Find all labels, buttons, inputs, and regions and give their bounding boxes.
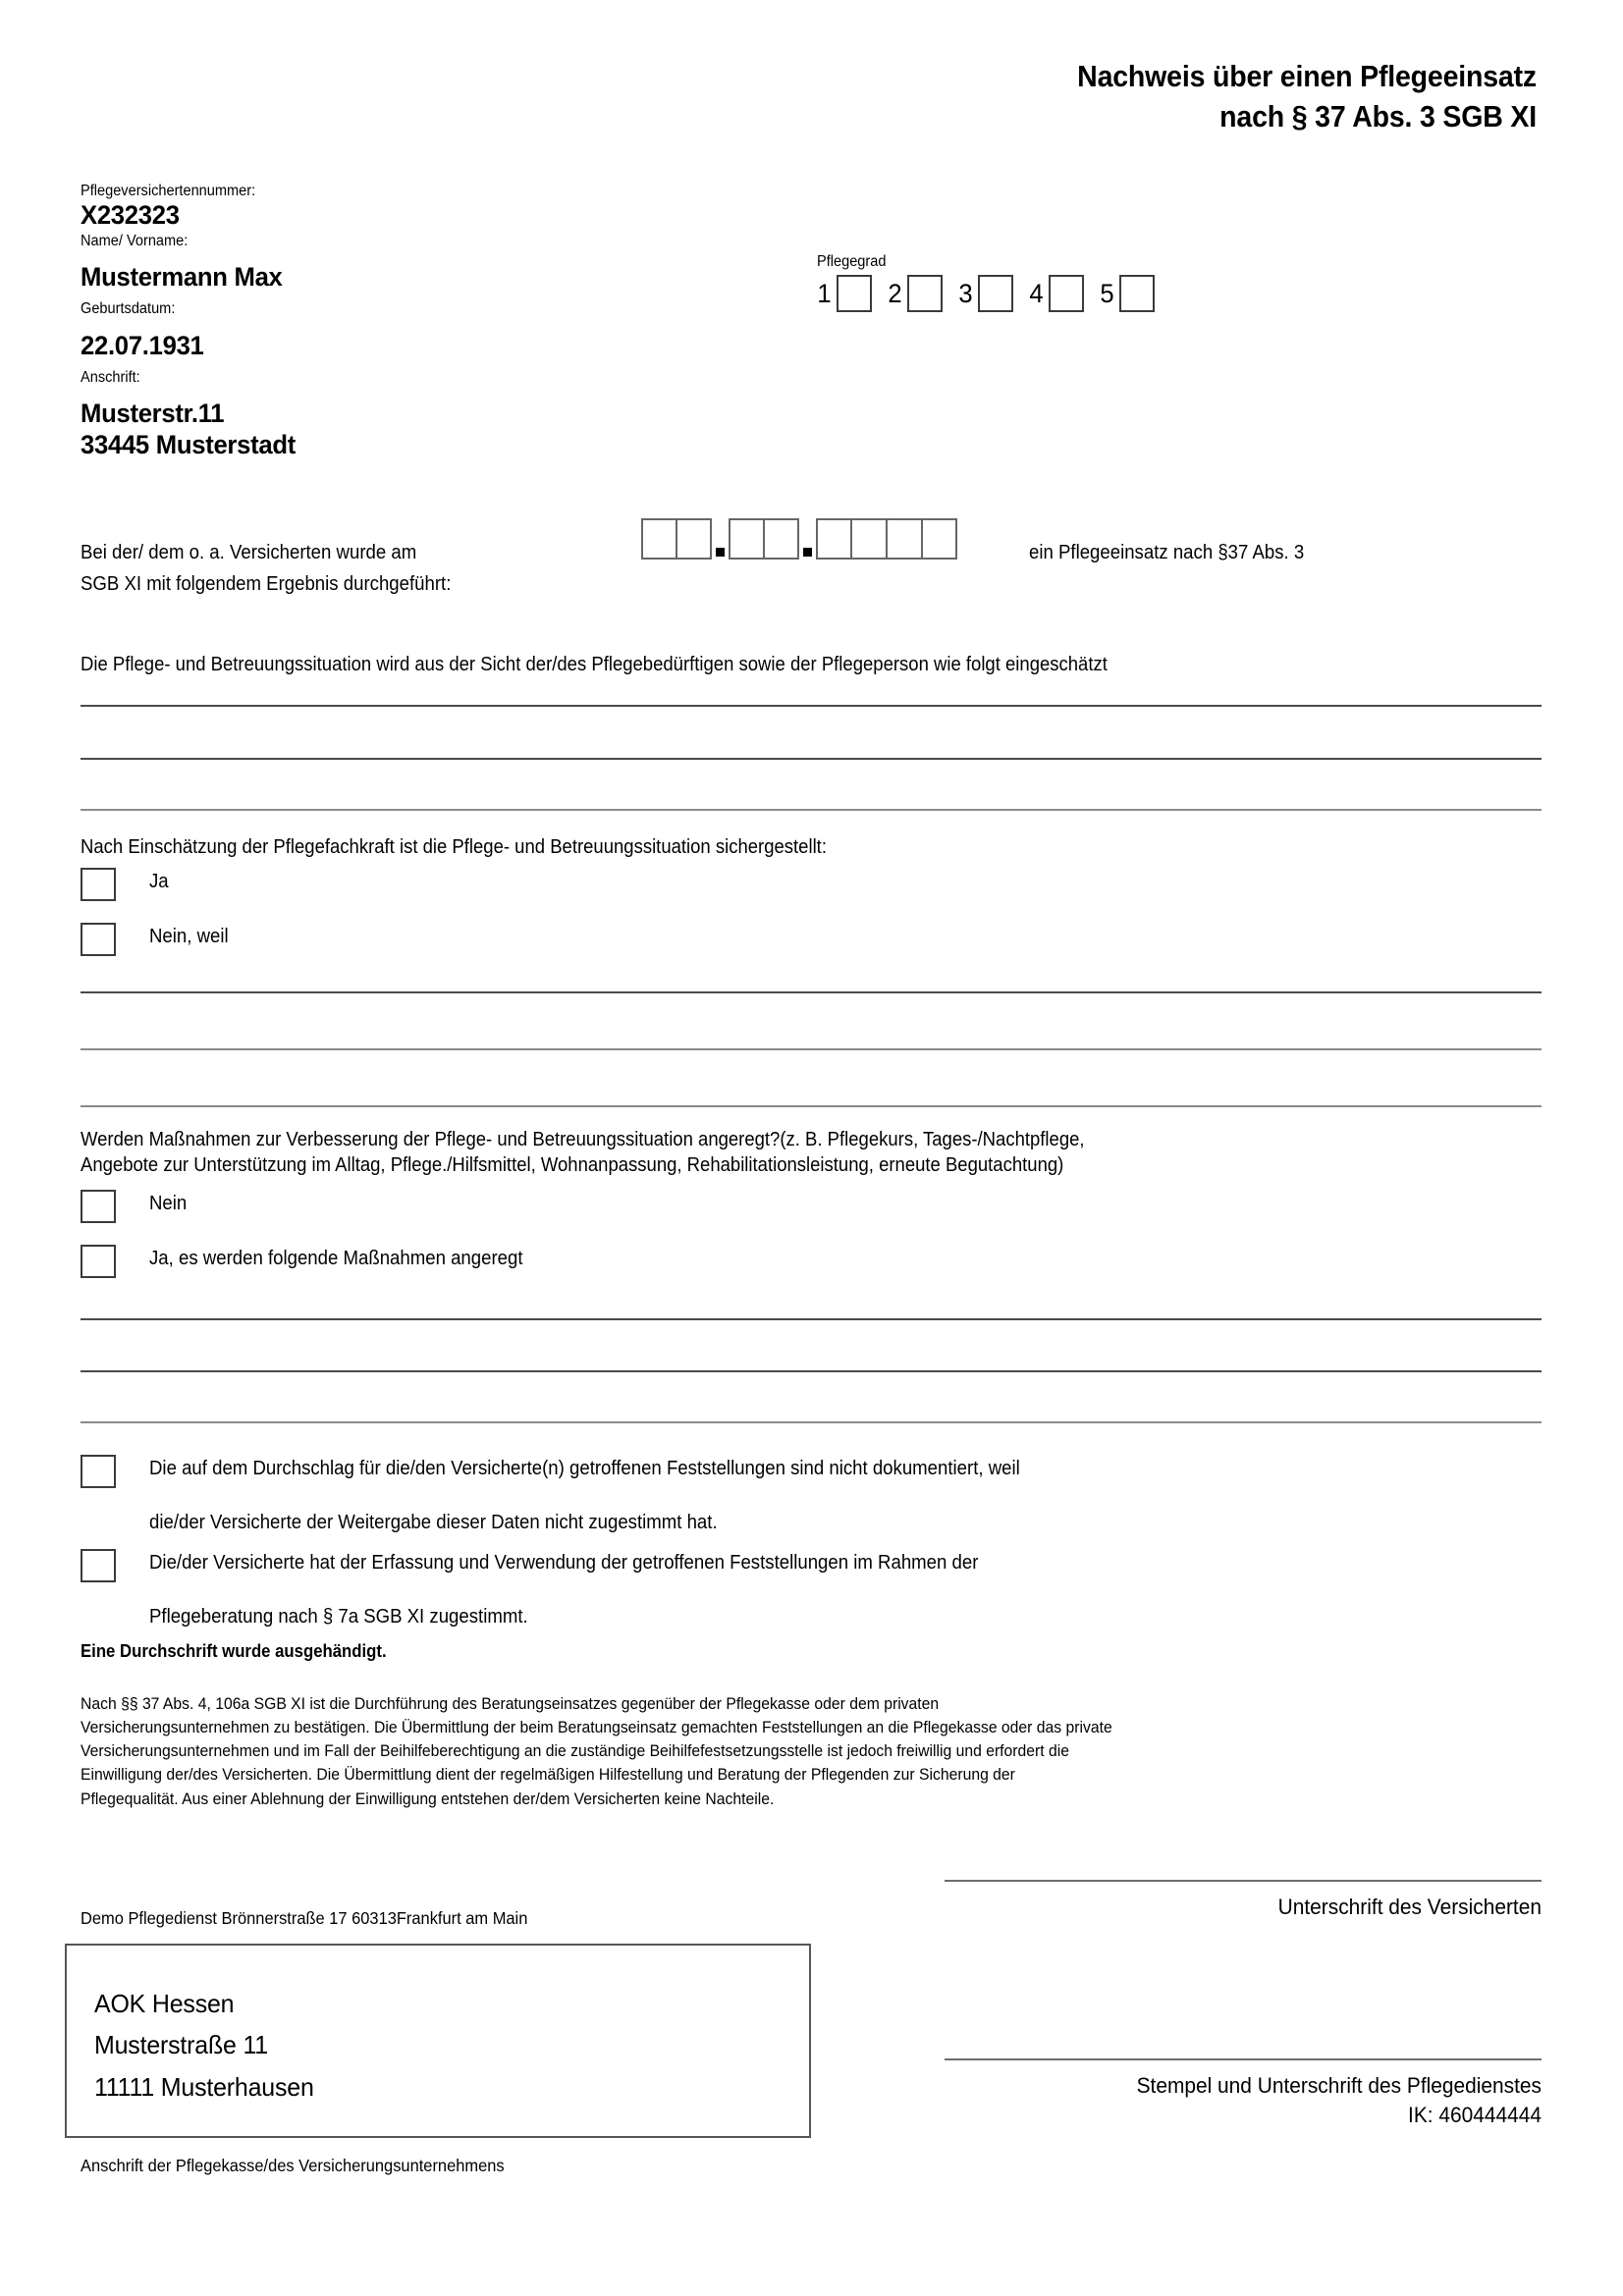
insurer-address-caption: Anschrift der Pflegekasse/des Versicherungsunternehmens	[81, 2156, 505, 2175]
measures-yes-checkbox[interactable]	[81, 1245, 116, 1278]
visit-intro-line2: SGB XI mit folgendem Ergebnis durchgeführt:	[81, 572, 452, 595]
secured-question: Nach Einschätzung der Pflegefachkraft ist die Pflege- und Betreuungssituation sichergestellt:	[81, 836, 827, 858]
address-city-value: 33445 Musterstadt	[81, 429, 296, 459]
copy-handed-note: Eine Durchschrift wurde ausgehändigt.	[81, 1641, 387, 1661]
secured-yes-label: Ja	[149, 871, 169, 892]
visit-after-date-text: ein Pflegeeinsatz nach §37 Abs. 3	[1029, 542, 1305, 563]
care-level-checkbox-2[interactable]	[907, 275, 943, 312]
care-level-number-2: 2	[888, 278, 902, 308]
care-level-number-3: 3	[958, 278, 973, 308]
insurer-address-box	[65, 1944, 811, 2138]
secured-option-yes[interactable]	[81, 868, 170, 901]
insurer-address-line2: Musterstraße 11	[94, 2030, 268, 2060]
measures-question-line1: Werden Maßnahmen zur Verbesserung der Pflege- und Betreuungssituation angeregt?(z. B. Pflegekurs, Tages-/Nachtpflege,	[81, 1129, 1085, 1150]
ik-number: IK: 460444444	[1408, 2102, 1542, 2127]
consent-agreed-line2: Pflegeberatung nach § 7a SGB XI zugestimmt.	[149, 1606, 528, 1628]
consent-not-documented-checkbox[interactable]	[81, 1455, 116, 1488]
care-level-number-5: 5	[1100, 278, 1114, 308]
date-month-group[interactable]	[729, 518, 799, 560]
date-year-group[interactable]	[816, 518, 957, 560]
service-signature-caption	[889, 2071, 1542, 2129]
name-value: Mustermann Max	[81, 262, 283, 293]
date-year-cell-2[interactable]	[851, 518, 887, 560]
date-year-cell-3[interactable]	[887, 518, 922, 560]
care-level-option-5[interactable]	[1100, 275, 1155, 312]
address-label: Anschrift:	[81, 369, 140, 387]
secured-no-checkbox[interactable]	[81, 923, 116, 956]
date-day-group[interactable]	[641, 518, 712, 560]
care-level-checkbox-4[interactable]	[1049, 275, 1084, 312]
secured-write-line-1[interactable]	[81, 991, 1542, 993]
document-title-line2: nach § 37 Abs. 3 SGB XI	[1219, 98, 1537, 133]
secured-write-line-3[interactable]	[81, 1105, 1542, 1107]
assessment-write-line-2[interactable]	[81, 758, 1542, 760]
care-level-option-1[interactable]	[817, 275, 888, 312]
consent-not-documented-line2: die/der Versicherte der Weitergabe dieser Daten nicht zugestimmt hat.	[149, 1512, 718, 1533]
legal-line-2: Versicherungsunternehmen zu bestätigen. Die Übermittlung der beim Beratungseinsatz gemachten Feststellungen an die Pflegekasse oder das private	[81, 1718, 1112, 1737]
measures-option-yes[interactable]	[81, 1245, 551, 1278]
care-level-number-4: 4	[1029, 278, 1044, 308]
legal-line-1: Nach §§ 37 Abs. 4, 106a SGB XI ist die Durchführung des Beratungseinsatzes gegenüber der Pflegekasse oder dem privaten	[81, 1694, 940, 1713]
insured-signature-caption: Unterschrift des Versicherten	[1277, 1895, 1542, 1919]
care-level-option-4[interactable]	[1029, 275, 1100, 312]
legal-fine-print	[81, 1692, 1112, 1811]
secured-yes-checkbox[interactable]	[81, 868, 116, 901]
measures-question	[81, 1127, 1085, 1179]
consent-option-not-documented[interactable]	[81, 1455, 1085, 1537]
date-separator-1	[716, 548, 725, 557]
date-year-cell-4[interactable]	[922, 518, 957, 560]
assessment-heading: Die Pflege- und Betreuungssituation wird aus der Sicht der/des Pflegebedürftigen sowie der Pflegeperson wie folgt eingeschätzt	[81, 654, 1108, 675]
consent-agreed-checkbox[interactable]	[81, 1549, 116, 1582]
visit-intro-line1: Bei der/ dem o. a. Versicherten wurde am	[81, 542, 417, 563]
measures-question-line2: Angebote zur Unterstützung im Alltag, Pflege./Hilfsmittel, Wohnanpassung, Rehabilitationsleistung, erneute Begutachtung)	[81, 1154, 1064, 1177]
address-street-value: Musterstr.11	[81, 399, 225, 429]
care-level-checkbox-1[interactable]	[837, 275, 872, 312]
visit-intro-text	[81, 538, 451, 600]
measures-option-no[interactable]	[81, 1190, 189, 1223]
insurer-address-line1: AOK Hessen	[94, 1989, 235, 2018]
legal-line-4: Einwilligung der/des Versicherten. Die Übermittlung dient der regelmäßigen Hilfestellung und Beratung der Pflegenden zur Sicherung der	[81, 1765, 1015, 1785]
measures-no-label: Nein	[149, 1193, 188, 1214]
care-level-checkbox-3[interactable]	[978, 275, 1013, 312]
consent-agreed-label	[149, 1549, 978, 1631]
date-year-cell-1[interactable]	[816, 518, 851, 560]
date-separator-2	[803, 548, 812, 557]
secured-option-no[interactable]	[81, 923, 235, 956]
document-title-line1: Nachweis über einen Pflegeeinsatz	[1077, 59, 1537, 93]
assessment-write-line-3[interactable]	[81, 809, 1542, 811]
measures-no-checkbox[interactable]	[81, 1190, 116, 1223]
measures-yes-label: Ja, es werden folgende Maßnahmen angeregt	[149, 1248, 523, 1269]
care-level-number-1: 1	[817, 278, 832, 308]
measures-write-line-2[interactable]	[81, 1370, 1542, 1372]
assessment-write-line-1[interactable]	[81, 705, 1542, 707]
legal-line-5: Pflegequalität. Aus einer Ablehnung der Einwilligung entstehen der/dem Versicherten keine Nachteile.	[81, 1789, 775, 1808]
insurance-number-label: Pflegeversichertennummer:	[81, 183, 256, 199]
consent-not-documented-line1: Die auf dem Durchschlag für die/den Versicherte(n) getroffenen Feststellungen sind nicht dokumentiert, weil	[149, 1458, 1020, 1479]
care-level-option-2[interactable]	[888, 275, 958, 312]
birthdate-label: Geburtsdatum:	[81, 300, 176, 318]
document-title	[633, 57, 1537, 137]
consent-not-documented-label	[149, 1455, 1020, 1537]
insured-signature-line[interactable]	[945, 1880, 1542, 1882]
date-day-cell-2[interactable]	[676, 518, 712, 560]
consent-agreed-line1: Die/der Versicherte hat der Erfassung und Verwendung der getroffenen Feststellungen im Rahmen der	[149, 1552, 979, 1574]
measures-write-line-1[interactable]	[81, 1318, 1542, 1320]
secured-write-line-2[interactable]	[81, 1048, 1542, 1050]
care-level-label: Pflegegrad	[817, 253, 887, 270]
visit-date-input[interactable]	[641, 518, 957, 560]
name-label: Name/ Vorname:	[81, 232, 189, 249]
date-month-cell-1[interactable]	[729, 518, 764, 560]
legal-line-3: Versicherungsunternehmen und im Fall der Beihilfeberechtigung an die zuständige Beihilfefestsetzungsstelle ist jedoch freiwillig und erfordert die	[81, 1741, 1069, 1761]
care-level-checkbox-5[interactable]	[1119, 275, 1155, 312]
care-service-provider-line: Demo Pflegedienst Brönnerstraße 17 60313Frankfurt am Main	[81, 1908, 528, 1928]
birthdate-value: 22.07.1931	[81, 330, 204, 360]
date-month-cell-2[interactable]	[764, 518, 799, 560]
care-level-option-3[interactable]	[958, 275, 1029, 312]
insurer-address-line3: 11111 Musterhausen	[94, 2071, 314, 2102]
patient-data-block	[81, 182, 709, 460]
insurance-number-value: X232323	[81, 200, 180, 231]
service-signature-line[interactable]	[945, 2058, 1542, 2060]
measures-write-line-3[interactable]	[81, 1421, 1542, 1423]
secured-no-label: Nein, weil	[149, 926, 229, 947]
date-day-cell-1[interactable]	[641, 518, 676, 560]
consent-option-agreed[interactable]	[81, 1549, 1041, 1631]
care-level-group	[817, 253, 1155, 312]
service-signature-text: Stempel und Unterschrift des Pflegedienstes	[1136, 2073, 1542, 2098]
